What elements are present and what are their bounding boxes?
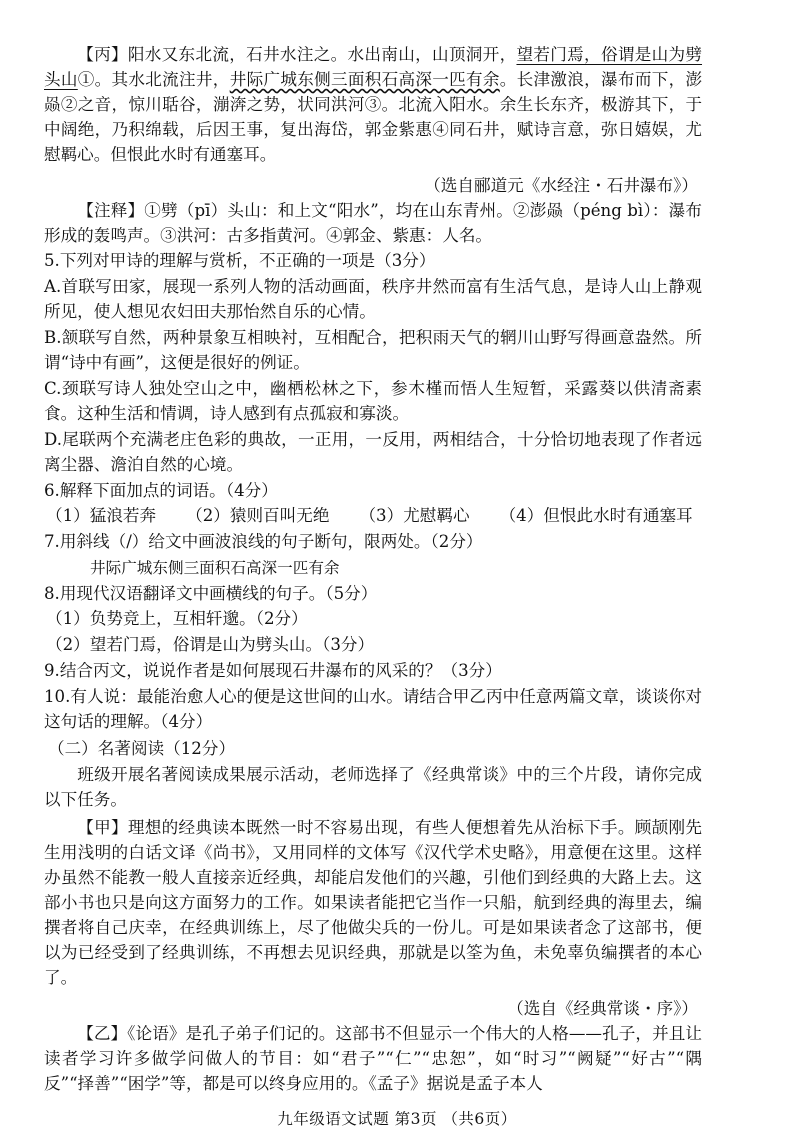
question-5-option-d: D.尾联两个充满老庄色彩的典故，一正用，一反用，两相结合，十分恰切地表现了作者远离尘器、澹泊自然的心境。 <box>44 429 702 474</box>
passage-marker: 【乙】 <box>77 1023 128 1043</box>
footnote-marker: ② <box>60 95 78 114</box>
passage-text: 。北流入阳水。余生长东齐，极游其下，于中阔绝，乃积绵载，后因王事，复出海岱，郭金紫惠 <box>44 95 703 139</box>
question-5-stem: 5.下列对甲诗的理解与赏析，不正确的一项是（3分） <box>44 251 436 270</box>
question-8-item: （2）望若门焉，俗谓是山为劈头山。（3分） <box>46 635 375 654</box>
question-5-option-c: C.颈联写诗人独处空山之中，幽栖松林之下，参木槿而悟人生短暂，采露葵以供清斋素食。这种生活和情调，诗人感到有点孤寂和寡淡。 <box>44 378 702 423</box>
passage-source: （选自郦道元《水经注・石井瀑布》） <box>424 176 698 195</box>
passage-yi <box>44 1021 702 1096</box>
question-5-option-a: A.首联写田家，展现一系列人物的活动画面，秩序井然而富有生活气息，是诗人山上静观所见，使人想见农妇田夫那怡然自乐的心情。 <box>44 276 702 321</box>
section-intro: 班级开展名著阅读成果展示活动，老师选择了《经典常谈》中的三个片段，请你完成以下任务。 <box>44 764 702 809</box>
passage-text: 《论语》是孔子弟子们记的。这部书不但显示一个伟大的人格——孔子，并且让读者学习许多做学问做人的节目：如“君子”“仁”“忠恕”，如“时习”“阙疑”“好古”“隅反”“择善”“困学”等，都是可以终身应用的。《孟子》据说是孟子本人 <box>44 1023 703 1093</box>
question-8-stem: 8.用现代汉语翻译文中画横线的句子。（5分） <box>44 583 378 603</box>
question-5-option-b: B.颔联写自然，两种景象互相映衬，互相配合，把积雨天气的辋川山野写得画意盎然。所谓“诗中有画”，这便是很好的例证。 <box>44 327 702 372</box>
question-6-item: （1）猛浪若奔 <box>46 506 157 525</box>
question-6-item: （4）但恨此水时有通塞耳 <box>499 506 693 525</box>
passage-source: （选自《经典常谈・序》） <box>507 998 698 1018</box>
wavy-underlined-sentence: 井际广城东侧三面积石高深一匹有余 <box>229 70 500 89</box>
question-6-item: （3）尤慰羁心 <box>359 506 470 525</box>
section-title: （二）名著阅读（12分） <box>48 738 236 758</box>
question-8-item: （1）负势竞上，互相轩邈。（2分） <box>46 609 308 628</box>
question-7-sentence: 井际广城东侧三面积石高深一匹有余 <box>90 558 340 577</box>
footnote-marker: ① <box>77 70 95 89</box>
passage-marker: 【丙】 <box>77 45 128 64</box>
annotation: 【注释】①劈（pī）头山：和上文“阳水”，均在山东青州。②澎赑（péng bì）：瀑布形成的轰鸣声。③洪河：古多指黄河。④郭金、紫惠：人名。 <box>44 201 702 245</box>
passage-text: 之音，惊川聒谷，漰渀之势，状同洪河 <box>77 95 365 114</box>
passage-jia <box>44 815 702 990</box>
footnote-marker: ③ <box>364 95 382 114</box>
passage-text: 同石井，赋诗言意，弥日嬉娱，尤慰羁心。但恨此水时有通塞耳。 <box>44 120 703 164</box>
question-6-item: （2）猿则百叫无绝 <box>186 506 330 525</box>
question-10-stem: 10.有人说：最能治愈人心的便是这世间的山水。请结合甲乙丙中任意两篇文章，谈谈你对这句话的理解。（4分） <box>44 686 702 731</box>
passage-text: 阳水又东北流，石井水注之。水出南山，山顶洞开， <box>127 45 517 64</box>
passage-text: 。长津激浪，瀑布而下，澎赑 <box>44 70 703 114</box>
passage-text: 。其水北流注井， <box>94 70 230 89</box>
passage-text: 理想的经典读本既然一时不容易出现，有些人便想着先从治标下手。顾颉刚先生用浅明的白话文译《尚书》，又用同样的文体写《汉代学术史略》，用意便在这里。这样办虽然不能教一般人直接亲近经典，却能启发他们的兴趣，引他们到经典的大路上去。这部小书也只是向这方面努力的工作。如果读者能把它当作一只船，航到经典的海里去，编撰者将自己庆幸，在经典训练上，尽了他做尖兵的一份儿。可是如果读者念了这部书，便以为已经受到了经典训练，不再想去见识经典，那就是以筌为鱼，未免辜负编撰者的本心了。 <box>44 817 703 987</box>
footnote-marker: ④ <box>432 120 450 139</box>
question-7-stem: 7.用斜线（/）给文中画波浪线的句子断句，限两处。（2分） <box>44 532 483 551</box>
question-6-items <box>44 503 702 529</box>
passage-bing <box>44 42 702 167</box>
passage-marker: 【甲】 <box>77 817 128 837</box>
page-footer: 九年级语文试题 第3页 （共6页） <box>277 1110 517 1128</box>
question-9-stem: 9.结合丙文，说说作者是如何展现石井瀑布的风采的？（3分） <box>44 661 502 680</box>
underlined-sentence: 望若门焉，俗谓是山为劈头山 <box>44 45 703 89</box>
question-6-stem: 6.解释下面加点的词语。（4分） <box>44 480 278 500</box>
